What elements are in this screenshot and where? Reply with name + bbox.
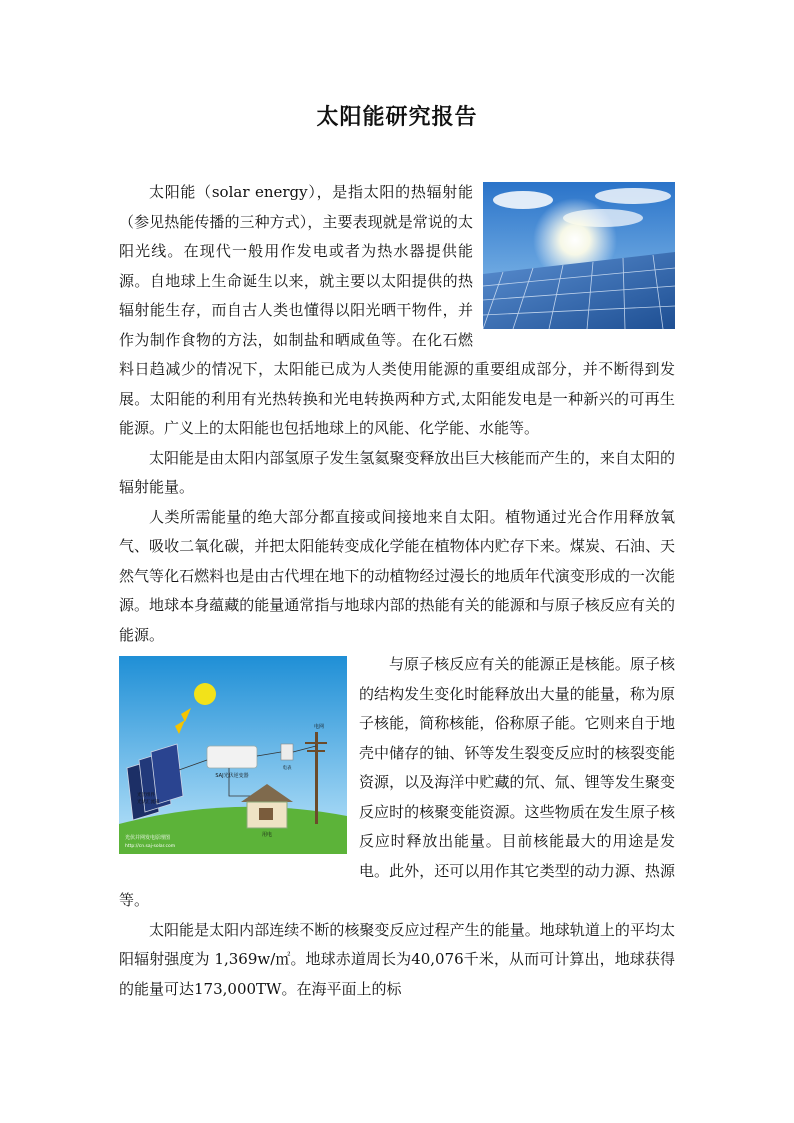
grid-label: 电网 [313, 724, 325, 730]
paragraph-1-text: 太阳能（solar energy），是指太阳的热辐射能（参见热能传播的三种方式），主要表现就是常说的太阳光线。在现代一般用作发电或者为热水器提供能源。自地球上生命诞生以来，就主要以太阳提供的热辐射能生存，而自古人类也懂得以阳光晒干物件，并作为制作食物的方法，如制盐和晒咸鱼等。在化石燃料日趋减少的情况下，太阳能已成为人类使用能源的重要组成部分，并不断得到发展。太阳能的利用有光热转换和光电转换两种方式,太阳能发电是一种新兴的可再生能源。广义上的太阳能也包括地球上的风能、化学能、水能等。 [119, 183, 675, 437]
paragraph-5: 太阳能是太阳内部连续不断的核聚变反应过程产生的能量。地球轨道上的平均太阳辐射强度为 1,369w/㎡。地球赤道周长为40,076千米，从而可计算出，地球获得的能量可达173,000TW。在海平面上的标 [119, 920, 675, 998]
paragraph-1 [119, 178, 675, 444]
pv-grid-diagram [119, 656, 347, 854]
meter-icon [281, 744, 293, 771]
watermark-url: http://cn.saj-solar.com [125, 844, 176, 849]
paragraph-3: 人类所需能量的绝大部分都直接或间接地来自太阳。植物通过光合作用释放氧气、吸收二氧化碳，并把太阳能转变成化学能在植物体内贮存下来。煤炭、石油、天然气等化石燃料也是由古代埋在地下的动植物经过漫长的地质年代演变形成的一次能源。地球本身蕴藏的能量通常指与地球内部的热能有关的能源和与原子核反应有关的能源。 [119, 507, 675, 644]
panels-label: 光伏组件 [137, 793, 155, 798]
solar-panel-photo [483, 182, 675, 329]
sun-icon [194, 683, 216, 705]
document-body [119, 178, 675, 1004]
paragraph-4-text: 与原子核反应有关的能源正是核能。原子核的结构发生变化时能释放出大量的能量，称为原子核能，简称核能，俗称原子能。它则来自于地壳中储存的铀、钚等发生裂变反应时的核裂变能资源，以及海洋中贮藏的氘、氚、锂等发生聚变反应时的核聚变能资源。这些物质在发生原子核反应时释放出能量。目前核能最大的用途是发电。此外，还可以用作其它类型的动力源、热源等。 [119, 655, 675, 909]
combiner-label: 光伏汇流箱 [137, 800, 160, 805]
paragraph-2: 太阳能是由太阳内部氢原子发生氢氦聚变释放出巨大核能而产生的，来自太阳的辐射能量。 [119, 448, 675, 496]
pv-grid-diagram-image [119, 656, 347, 854]
paragraph-4 [119, 650, 675, 916]
meter-label: 电表 [282, 766, 292, 771]
inverter-label: SAJ光伏逆变器 [215, 773, 249, 779]
solar-panel-photo-image [483, 182, 675, 329]
watermark-title: 光伏并网发电原理图 [125, 835, 171, 841]
document-title: 太阳能研究报告 [316, 104, 478, 130]
home-label: 用电 [261, 832, 273, 838]
